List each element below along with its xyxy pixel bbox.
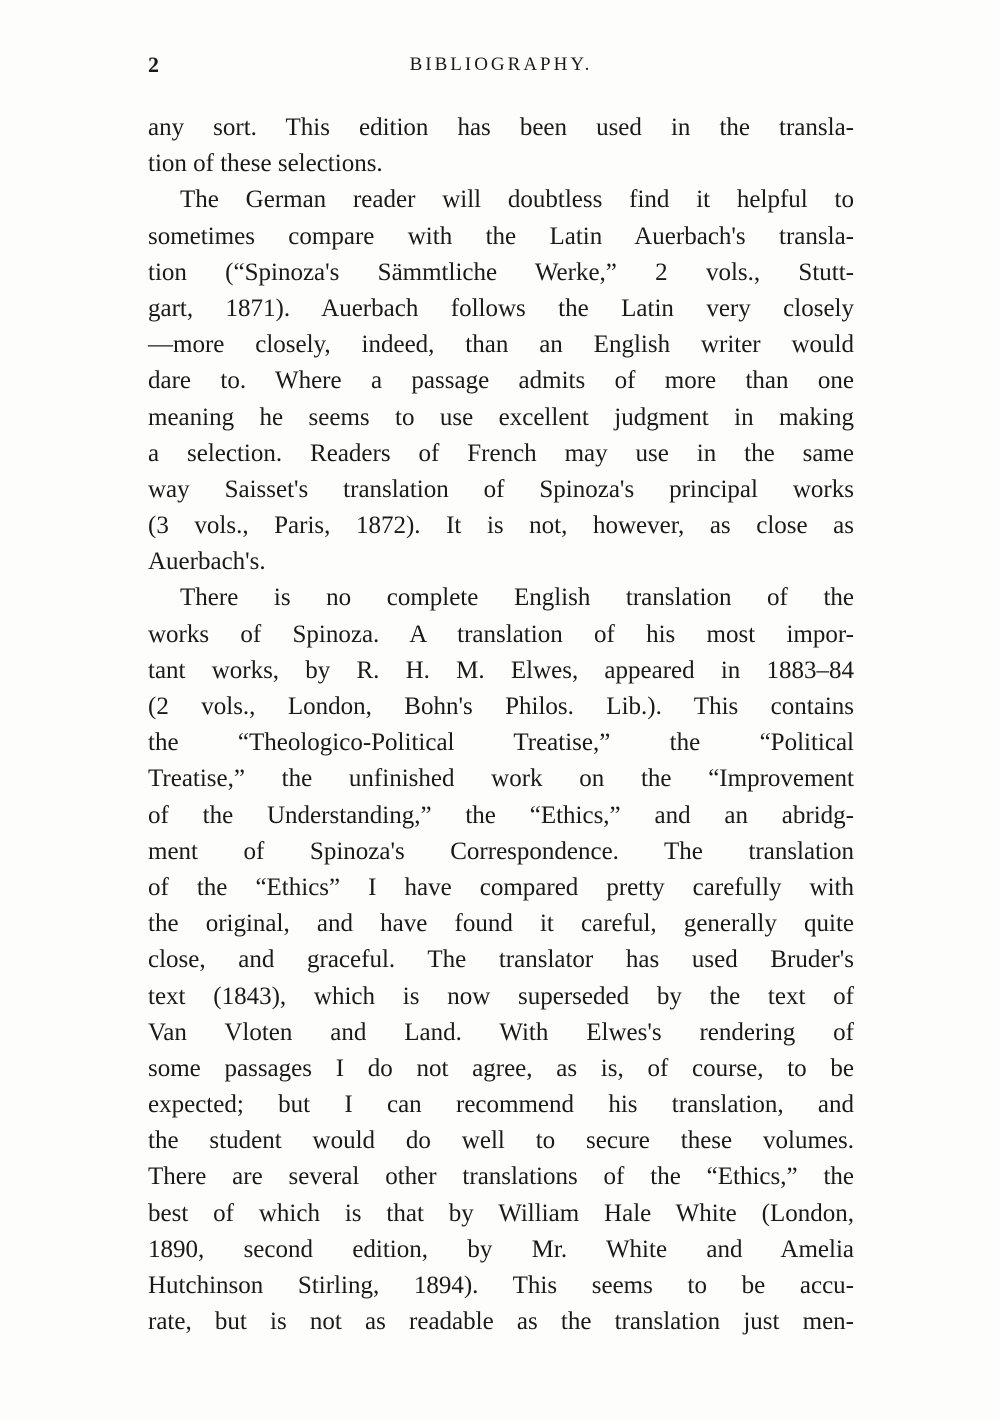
text-line: the original, and have found it careful, generally quite: [148, 910, 854, 938]
text-line: works of Spinoza. A translation of his most impor-: [148, 620, 854, 648]
text-line: —more closely, indeed, than an English writer would: [148, 331, 854, 359]
text-line: tion of these selections.: [148, 150, 383, 178]
text-line: (3 vols., Paris, 1872). It is not, however, as close as: [148, 512, 854, 540]
text-line: Auerbach's.: [148, 548, 266, 576]
text-line: sometimes compare with the Latin Auerbach's transla-: [148, 222, 854, 250]
text-line: close, and graceful. The translator has used Bruder's: [148, 946, 854, 974]
text-line: best of which is that by William Hale White (London,: [148, 1199, 854, 1227]
header-title: BIBLIOGRAPHY.: [409, 54, 593, 75]
text-line: ment of Spinoza's Correspondence. The translation: [148, 837, 854, 865]
text-line: The German reader will doubtless find it helpful to: [180, 186, 854, 214]
text-line: some passages I do not agree, as is, of course, to be: [148, 1054, 854, 1082]
text-line: rate, but is not as readable as the translation just men-: [148, 1308, 854, 1336]
text-line: There are several other translations of the “Ethics,” the: [148, 1163, 854, 1191]
text-line: the “Theologico-Political Treatise,” the “Political: [148, 729, 854, 757]
text-line: dare to. Where a passage admits of more than one: [148, 367, 854, 395]
text-line: There is no complete English translation of the: [180, 584, 854, 612]
text-line: a selection. Readers of French may use in the same: [148, 439, 854, 467]
text-line: meaning he seems to use excellent judgment in making: [148, 403, 854, 431]
body-text: [148, 110, 854, 1340]
text-line: expected; but I can recommend his translation, and: [148, 1091, 854, 1119]
text-line: any sort. This edition has been used in the transla-: [148, 114, 854, 141]
text-line: 1890, second edition, by Mr. White and Amelia: [148, 1235, 854, 1263]
text-line: text (1843), which is now superseded by the text of: [148, 982, 854, 1010]
text-line: Hutchinson Stirling, 1894). This seems to be accu-: [148, 1272, 854, 1299]
text-line: tion (“Spinoza's Sämmtliche Werke,” 2 vols., Stutt-: [148, 258, 854, 286]
text-line: gart, 1871). Auerbach follows the Latin very closely: [148, 294, 854, 322]
text-line: of the Understanding,” the “Ethics,” and an abridg-: [148, 801, 854, 829]
text-line: of the “Ethics” I have compared pretty carefully with: [148, 873, 854, 901]
text-line: (2 vols., London, Bohn's Philos. Lib.). This contains: [148, 693, 854, 720]
text-line: way Saisset's translation of Spinoza's principal works: [148, 475, 854, 503]
running-head: [148, 52, 854, 82]
text-line: Treatise,” the unfinished work on the “Improvement: [148, 765, 854, 793]
text-line: Van Vloten and Land. With Elwes's rendering of: [148, 1018, 854, 1046]
text-line: the student would do well to secure these volumes.: [148, 1127, 854, 1155]
page-number: 2: [148, 52, 160, 77]
text-line: tant works, by R. H. M. Elwes, appeared in 1883–84: [148, 656, 854, 684]
